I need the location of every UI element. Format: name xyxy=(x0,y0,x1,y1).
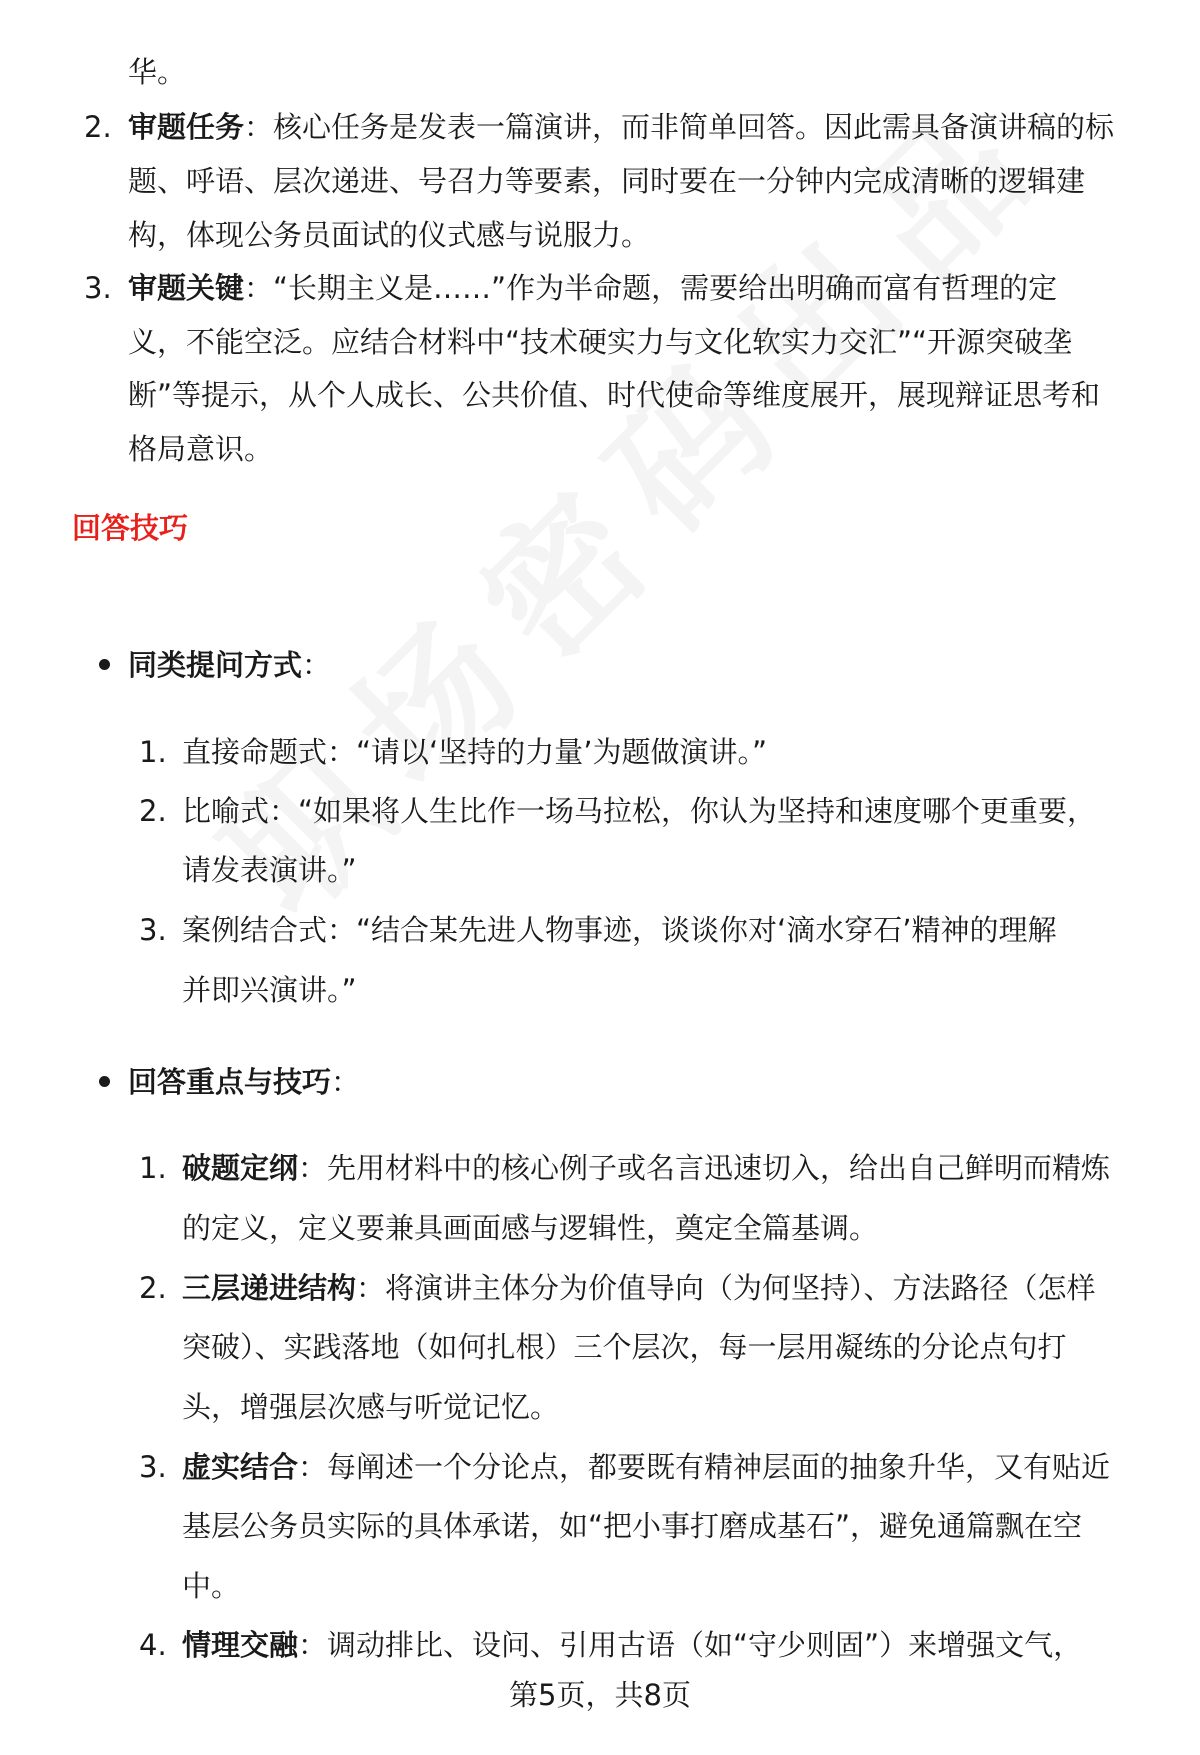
text-span: ：核心任务是发表一篇演讲，而非简单回答。因此需具备演讲稿的标 xyxy=(244,110,1115,144)
bullet-title: 回答重点与技巧 xyxy=(128,1065,332,1099)
term: 三层递进结构 xyxy=(182,1271,357,1305)
term: 审题任务 xyxy=(128,110,245,144)
list-item-line xyxy=(182,1148,1110,1188)
term: 情理交融 xyxy=(182,1628,299,1662)
list-item-line xyxy=(182,1625,1082,1665)
list-item-line: 断”等提示，从个人成长、公共价值、时代使命等维度展开，展现辩证思考和 xyxy=(128,378,1101,412)
colon: ： xyxy=(331,1065,361,1099)
list-item-line: 格局意识。 xyxy=(128,432,274,466)
list-number: 3. xyxy=(139,913,167,947)
term: 破题定纲 xyxy=(182,1151,299,1185)
bullet-dot xyxy=(99,1076,110,1087)
bullet-heading xyxy=(128,645,331,685)
list-item-line: 义，不能空泛。应结合材料中“技术硬实力与文化软实力交汇”“开源突破垄 xyxy=(128,325,1073,359)
list-item-line xyxy=(128,268,1057,308)
list-item-line: 基层公务员实际的具体承诺，如“把小事打磨成基石”，避免通篇飘在空 xyxy=(182,1509,1083,1543)
text-span: ：每阐述一个分论点，都要既有精神层面的抽象升华，又有贴近 xyxy=(298,1450,1111,1484)
list-item-line: 中。 xyxy=(182,1569,241,1603)
bullet-heading xyxy=(128,1062,360,1102)
list-item-line xyxy=(182,1447,1110,1487)
list-item-line: 请发表演讲。” xyxy=(182,853,357,887)
list-number: 2. xyxy=(139,1271,167,1305)
term: 虚实结合 xyxy=(182,1450,299,1484)
text-span: ：“长期主义是……”作为半命题，需要给出明确而富有哲理的定 xyxy=(244,271,1058,305)
list-item-line: 比喻式：“如果将人生比作一场马拉松，你认为坚持和速度哪个更重要， xyxy=(182,794,1097,828)
list-number: 1. xyxy=(139,1151,167,1185)
section-heading: 回答技巧 xyxy=(72,511,189,545)
text-span: ：将演讲主体分为价值导向（为何坚持）、方法路径（怎样 xyxy=(356,1271,1096,1305)
text-span: ：调动排比、设问、引用古语（如“守少则固”）来增强文气， xyxy=(298,1628,1083,1662)
list-item-line: 题、呼语、层次递进、号召力等要素，同时要在一分钟内完成清晰的逻辑建 xyxy=(128,164,1086,198)
text-span: ：先用材料中的核心例子或名言迅速切入，给出自己鲜明而精炼 xyxy=(298,1151,1111,1185)
page-number: 第5页，共8页 xyxy=(509,1678,691,1712)
colon: ： xyxy=(302,648,332,682)
list-item-line xyxy=(128,107,1114,147)
list-number: 2. xyxy=(84,110,112,144)
list-item-line: 案例结合式：“结合某先进人物事迹，谈谈你对‘滴水穿石’精神的理解 xyxy=(182,913,1057,947)
list-item-line xyxy=(182,1268,1096,1308)
list-item-line: 直接命题式：“请以‘坚持的力量’为题做演讲。” xyxy=(182,735,767,769)
term: 审题关键 xyxy=(128,271,245,305)
list-number: 3. xyxy=(84,271,112,305)
list-number: 2. xyxy=(139,794,167,828)
list-number: 3. xyxy=(139,1450,167,1484)
list-item-line: 并即兴演讲。” xyxy=(182,973,357,1007)
list-item-line: 的定义，定义要兼具画面感与逻辑性，奠定全篇基调。 xyxy=(182,1211,879,1245)
bullet-title: 同类提问方式 xyxy=(128,648,303,682)
text-line: 华。 xyxy=(128,55,187,89)
bullet-dot xyxy=(99,659,110,670)
list-item-line: 头，增强层次感与听觉记忆。 xyxy=(182,1390,560,1424)
list-item-line: 构，体现公务员面试的仪式感与说服力。 xyxy=(128,218,651,252)
list-number: 4. xyxy=(139,1628,167,1662)
list-number: 1. xyxy=(139,735,167,769)
list-item-line: 突破）、实践落地（如何扎根）三个层次，每一层用凝练的分论点句打 xyxy=(182,1330,1067,1364)
